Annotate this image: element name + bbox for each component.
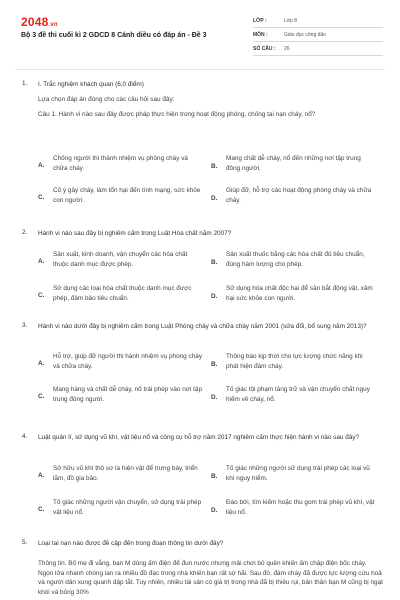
- option-b[interactable]: [211, 250, 376, 276]
- option-text: Chống người thi thành nhiệm vụ phòng cháy và chữa cháy.: [53, 155, 188, 172]
- option-text: Sử dụng các loại hóa chất thuộc danh mục được phép, đảm bảo tiêu chuẩn.: [53, 285, 192, 302]
- document-meta: [253, 14, 383, 56]
- question-passage: Thông tin. Bố mẹ đi vắng, bạn M dùng ấm điện để đun nước nhưng mải chơi bỏ quên khiến ấm chập điện bốc cháy. Ngọn lửa nhanh chóng lan ra nhiều đồ đạc trong nhà khiến bạn rất sợ hãi. Sau đó, đám cháy đã được lực lượng cứu hoả và người dân xung quanh dập tắt. Tuy nhiên, nhiều tài sản có giá trị trong nhà đã bị thiêu rụi, bản thân bạn M cũng bị ngạt khói và bỏng 30%: [38, 560, 383, 596]
- question-instruction: Lựa chọn đáp án đúng cho các câu hỏi sau đây:: [38, 96, 175, 103]
- meta-row-count: [253, 42, 383, 56]
- meta-value: Giáo dục công dân: [284, 31, 326, 38]
- option-letter: A.: [38, 360, 45, 367]
- option-text: Mang hàng và chất dễ cháy, nổ trái phép vào nơi tập trung đông người.: [53, 386, 203, 403]
- header-divider: [15, 69, 385, 70]
- option-a[interactable]: [38, 352, 203, 378]
- option-text: Tố giác tội phạm tàng trữ và vận chuyển chất nguy hiểm về cháy, nổ.: [226, 386, 370, 403]
- option-text: Mang chất dễ cháy, nổ đến những nơi tập trung đông người.: [226, 155, 361, 172]
- meta-key: SỐ CÂU :: [253, 45, 276, 52]
- question-number: 3.: [22, 322, 28, 329]
- option-letter: D.: [211, 394, 218, 401]
- question-text: I. Trắc nghiệm khách quan (6,0 điểm): [38, 81, 144, 88]
- option-a[interactable]: [38, 250, 203, 276]
- meta-value: 26: [284, 45, 290, 52]
- meta-value: Lớp 8: [284, 17, 298, 24]
- option-b[interactable]: [211, 154, 376, 180]
- question-stem: Câu 1. Hành vi nào sau đây được pháp thực hiện trong hoạt động phòng, chống tai nạn cháy, nổ?: [38, 111, 316, 118]
- option-text: Đào bới, tìm kiếm hoặc thu gom trái phép vũ khí, vật liệu nổ.: [226, 499, 375, 516]
- option-letter: C.: [38, 292, 45, 299]
- option-letter: B.: [211, 473, 218, 480]
- option-c[interactable]: [38, 284, 203, 310]
- question-text: Hành vi nào dưới đây bị nghiêm cấm trong Luật Phòng cháy và chữa cháy năm 2001 (sửa đổi, bổ sung năm 2013)?: [38, 323, 367, 330]
- option-text: Sản xuất thuốc bằng các hóa chất đủ tiêu chuẩn, đúng hàm lượng cho phép.: [226, 251, 365, 268]
- site-logo[interactable]: 2048.vn: [21, 15, 58, 29]
- option-letter: D.: [211, 507, 218, 514]
- option-letter: C.: [38, 393, 45, 400]
- question-text: Luật quản lí, sử dụng vũ khí, vật liệu nổ và công cụ hỗ trợ năm 2017 nghiêm cấm thực hiện hành vi nào sau đây?: [38, 434, 360, 441]
- question-number: 5.: [22, 539, 28, 546]
- option-letter: B.: [211, 361, 218, 368]
- option-letter: D.: [211, 293, 218, 300]
- question-number: 1.: [22, 80, 28, 87]
- option-a[interactable]: [38, 464, 203, 490]
- option-text: Sản xuất, kinh doanh, vận chuyển các hóa chất thuộc danh mục được phép.: [53, 251, 188, 268]
- option-b[interactable]: [211, 464, 376, 490]
- option-text: Cố ý gây cháy, làm tổn hại đến tính mạng, sức khỏe con người.: [53, 187, 201, 204]
- option-text: Tố giác những người sử dụng trái phép các loại vũ khí nguy hiểm.: [226, 465, 370, 482]
- option-text: Hỗ trợ, giúp đỡ người thi hành nhiệm vụ phòng cháy và chữa cháy.: [53, 353, 203, 370]
- question-list: [0, 80, 400, 600]
- option-text: Tố giác những người vận chuyển, sử dụng trái phép vật liệu nổ.: [53, 499, 202, 516]
- option-letter: C.: [38, 506, 45, 513]
- option-letter: B.: [211, 259, 218, 266]
- question-number: 4.: [22, 433, 28, 440]
- option-d[interactable]: [211, 385, 376, 411]
- question-text: Hành vi nào sau đây bị nghiêm cấm trong Luật Hóa chất năm 2007?: [38, 230, 232, 237]
- option-text: Giúp đỡ, hỗ trợ các hoạt động phòng cháy và chữa cháy.: [226, 187, 372, 204]
- option-letter: D.: [211, 195, 218, 202]
- option-letter: A.: [38, 472, 45, 479]
- option-d[interactable]: [211, 284, 376, 310]
- option-a[interactable]: [38, 154, 203, 180]
- option-letter: B.: [211, 163, 218, 170]
- option-text: Sử dụng hóa chất độc hại để sản bắt động vật, xâm hại sức khỏe con người.: [226, 285, 373, 302]
- document-header: [0, 0, 400, 66]
- meta-key: MÔN :: [253, 31, 268, 38]
- option-c[interactable]: [38, 385, 203, 411]
- option-text: Sở hữu vũ khí thô sơ là hiện vật để trưng bày, triển lãm, đồ gia bảo.: [53, 465, 198, 482]
- option-text: Thông báo kịp thời cho lực lượng chức năng khi phát hiện đám cháy.: [226, 353, 363, 370]
- meta-key: LỚP :: [253, 17, 267, 24]
- option-b[interactable]: [211, 352, 376, 378]
- document-title: Bộ 3 đề thi cuối kì 2 GDCD 8 Cánh diều có đáp án - Đề 3: [21, 32, 207, 39]
- option-d[interactable]: [211, 186, 376, 212]
- option-c[interactable]: [38, 186, 203, 212]
- option-letter: A.: [38, 258, 45, 265]
- option-letter: C.: [38, 194, 45, 201]
- question-text: Loại tai nạn nào được đề cập đến trong đoạn thông tin dưới đây?: [38, 540, 224, 547]
- meta-row-subject: [253, 28, 383, 42]
- option-letter: A.: [38, 162, 45, 169]
- option-d[interactable]: [211, 498, 376, 524]
- question-number: 2.: [22, 229, 28, 236]
- meta-row-class: [253, 14, 383, 28]
- option-c[interactable]: [38, 498, 203, 524]
